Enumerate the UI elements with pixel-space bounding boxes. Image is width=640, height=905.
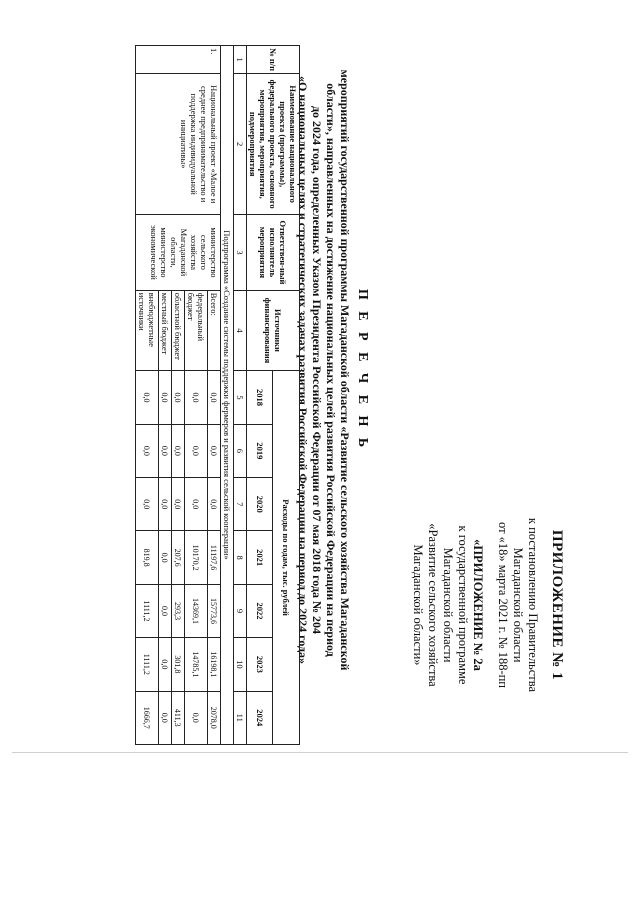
header-num: № п/п — [247, 46, 300, 74]
year-cell: 2019 — [247, 424, 274, 477]
value-cell: 0,0 — [172, 371, 185, 424]
index-cell: 4 — [234, 290, 247, 371]
header-expenses: Расходы по годам, тыс. рублей — [273, 371, 300, 745]
index-cell: 10 — [234, 638, 247, 691]
table-index-row — [234, 46, 247, 745]
value-cell: 15773,6 — [208, 584, 221, 637]
value-cell: 0,0 — [159, 424, 172, 477]
document-subtitle-2: области», направленных на достижение национальных целей развития Российской Федерации на период — [324, 83, 338, 657]
appendix-header — [410, 490, 565, 720]
value-cell: 207,6 — [172, 531, 185, 584]
program-line-4: Магаданской области» — [411, 544, 425, 666]
subprogram-cell: Подпрограмма «Создание системы поддержки фермеров и развития сельской кооперации» — [221, 46, 234, 745]
value-cell: 14785,1 — [185, 638, 208, 691]
row-responsible: министерство сельского хозяйства Магаданской области, министерство экономической — [136, 215, 221, 291]
expenses-table — [135, 45, 300, 745]
value-cell: 0,0 — [208, 371, 221, 424]
value-cell: 411,3 — [172, 691, 185, 744]
year-cell: 2021 — [247, 531, 274, 584]
value-cell: 11197,6 — [208, 531, 221, 584]
year-cell: 2023 — [247, 638, 274, 691]
header-name: Наименование национального проекта (программы), федерального проекта, основного мероприятия, мероприятия, подмероприятия — [247, 74, 300, 215]
index-cell: 11 — [234, 691, 247, 744]
year-cell: 2018 — [247, 371, 274, 424]
resolution-line-2: Магаданской области — [511, 547, 525, 663]
value-cell: 0,0 — [185, 424, 208, 477]
value-cell: 10170,2 — [185, 531, 208, 584]
value-cell: 0,0 — [136, 371, 159, 424]
value-cell: 0,0 — [159, 531, 172, 584]
program-appendix-title: «ПРИЛОЖЕНИЕ № 2а — [471, 539, 485, 671]
value-cell: 14369,1 — [185, 584, 208, 637]
resolution-line-1: к постановлению Правительства — [526, 517, 540, 693]
value-cell: 16198,1 — [208, 638, 221, 691]
index-cell: 3 — [234, 215, 247, 291]
source-name: федеральный бюджет — [185, 290, 208, 371]
program-line-2: Магаданской области — [441, 547, 455, 663]
index-cell: 8 — [234, 531, 247, 584]
value-cell: 0,0 — [185, 478, 208, 531]
value-cell: 2078,0 — [208, 691, 221, 744]
source-name: Всего: — [208, 290, 221, 371]
table-row — [208, 46, 221, 745]
value-cell: 1111,2 — [136, 584, 159, 637]
document-heading — [296, 10, 370, 730]
value-cell: 0,0 — [136, 478, 159, 531]
program-line-1: к государственной программе — [456, 525, 470, 685]
value-cell: 0,0 — [172, 478, 185, 531]
header-source: Источники финансирования — [247, 290, 300, 371]
header-responsible: Ответствен-ный исполнитель мероприятия — [247, 215, 300, 291]
index-cell: 9 — [234, 584, 247, 637]
rotated-document-page — [137, 10, 565, 730]
value-cell: 0,0 — [185, 691, 208, 744]
row-number: 1. — [136, 46, 221, 74]
table-header-row — [273, 46, 300, 745]
appendix-title: ПРИЛОЖЕНИЕ № 1 — [549, 529, 565, 681]
value-cell: 0,0 — [185, 371, 208, 424]
value-cell: 1666,7 — [136, 691, 159, 744]
document-subtitle-3: до 2024 года, определенных Указом Президента Российской Федерации от 07 мая 2018 года № 204 — [310, 105, 324, 635]
value-cell: 0,0 — [208, 478, 221, 531]
value-cell: 819,8 — [136, 531, 159, 584]
index-cell: 2 — [234, 74, 247, 215]
document-subtitle-1: мероприятий государственной программы Магаданской области «Развитие сельского хозяйства Магаданской — [338, 69, 352, 671]
source-name: областной бюджет — [172, 290, 185, 371]
year-cell: 2022 — [247, 584, 274, 637]
index-cell: 6 — [234, 424, 247, 477]
index-cell: 7 — [234, 478, 247, 531]
year-cell: 2020 — [247, 478, 274, 531]
value-cell: 0,0 — [136, 424, 159, 477]
index-cell: 5 — [234, 371, 247, 424]
value-cell: 0,0 — [159, 371, 172, 424]
scan-edge-line — [12, 752, 628, 753]
value-cell: 0,0 — [208, 424, 221, 477]
value-cell: 0,0 — [172, 424, 185, 477]
value-cell: 0,0 — [159, 584, 172, 637]
value-cell: 0,0 — [159, 691, 172, 744]
value-cell: 293,3 — [172, 584, 185, 637]
program-line-3: «Развитие сельского хозяйства — [426, 523, 440, 687]
document-title: П Е Р Е Ч Е Н Ь — [355, 288, 370, 452]
value-cell: 0,0 — [159, 638, 172, 691]
resolution-line-3: от «18» марта 2021 г. № 188-пп — [496, 522, 510, 688]
value-cell: 1111,2 — [136, 638, 159, 691]
index-cell: 1 — [234, 46, 247, 74]
value-cell: 0,0 — [159, 478, 172, 531]
source-name: внебюджетные источники — [136, 290, 159, 371]
subprogram-row — [221, 46, 234, 745]
document-subtitle-4: «О национальных целях и стратегических задачах развития Российской Федерации на период до 2024 года» — [296, 75, 310, 665]
source-name: местный бюджет — [159, 290, 172, 371]
value-cell: 301,8 — [172, 638, 185, 691]
row-project-name: Национальный проект «Малое и среднее предпринимательство и поддержка индивидуальной инициативы» — [136, 74, 221, 215]
year-cell: 2024 — [247, 691, 274, 744]
